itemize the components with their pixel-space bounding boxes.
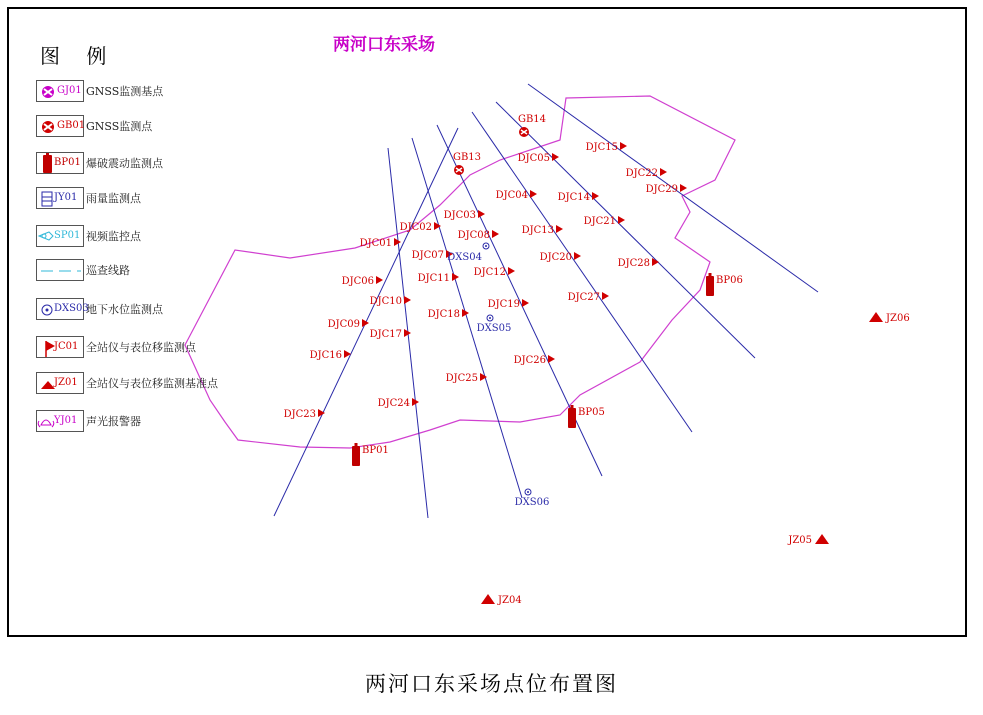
displacement-point-label: DJC07 [411,250,444,261]
patrol-route-icon [37,260,85,282]
legend-code: DXS03 [54,303,89,314]
displacement-point-label: DJC05 [517,153,550,164]
blast-sensor-icon [706,273,714,296]
displacement-point-label: DJC22 [625,168,658,179]
flag-icon [478,210,485,218]
displacement-point-label: DJC25 [445,373,478,384]
legend-swatch [36,410,84,432]
pit-boundary [185,96,735,448]
legend-code: BP01 [54,157,81,168]
gnss-point-label: GB13 [452,152,482,163]
base-point-label: JZ06 [886,313,910,324]
triangle-icon [815,534,829,544]
gnss-point-icon [454,165,464,175]
legend-label: 全站仪与表位移监测基准点 [86,377,218,390]
flag-icon [620,142,627,150]
blast-sensor-label: BP05 [578,407,605,418]
legend-swatch [36,187,84,209]
figure-caption: 两河口东采场点位布置图 [365,672,618,696]
displacement-point-label: DJC12 [473,267,506,278]
legend-swatch [36,80,84,102]
flag-icon [602,292,609,300]
legend-swatch [36,298,89,320]
flag-icon [574,252,581,260]
groundwater-label: DXS05 [476,323,512,334]
flag-icon [362,319,369,327]
triangle-icon [869,312,883,322]
displacement-point-label: DJC01 [359,238,392,249]
gnss-point-label: GB14 [517,114,547,125]
flag-icon [376,276,383,284]
legend-label: 爆破震动监测点 [86,157,163,170]
groundwater-label: DXS06 [514,497,550,508]
legend-label: 地下水位监测点 [86,303,163,316]
displacement-point-label: DJC17 [369,329,402,340]
flag-icon [530,190,537,198]
legend-label: 雨量监测点 [86,192,141,205]
blast-sensor-icon [568,405,576,428]
groundwater-icon [483,243,489,249]
legend-code: GB01 [57,120,86,131]
displacement-point-label: DJC09 [327,319,360,330]
flag-icon [552,153,559,161]
legend-code: YJ01 [54,415,78,426]
legend-code: GJ01 [57,85,82,96]
base-point-label: JZ04 [498,595,522,606]
displacement-point-label: DJC15 [585,142,618,153]
flag-icon [462,309,469,317]
displacement-point-label: DJC26 [513,355,546,366]
displacement-point-label: DJC27 [567,292,600,303]
displacement-point-label: DJC29 [645,184,678,195]
displacement-point-label: DJC04 [495,190,528,201]
flag-icon [492,230,499,238]
displacement-point-label: DJC14 [557,192,590,203]
legend-label: 声光报警器 [86,415,141,428]
displacement-point-label: DJC13 [521,225,554,236]
flag-icon [508,267,515,275]
groundwater-label: DXS04 [447,252,482,263]
map-title: 两河口东采场 [333,35,435,55]
blast-sensor-label: BP06 [716,275,743,286]
legend-swatch [36,336,84,358]
base-point-label: JZ05 [788,535,812,546]
blast-sensor-label: BP01 [362,445,389,456]
displacement-point-label: DJC06 [341,276,374,287]
displacement-point-label: DJC19 [487,299,520,310]
legend-title: 图 例 [40,44,117,68]
flag-icon [680,184,687,192]
legend-label: GNSS监测点 [86,120,153,133]
displacement-point-label: DJC02 [399,222,432,233]
legend-swatch [36,225,84,247]
legend-swatch [36,115,84,137]
flag-icon [660,168,667,176]
groundwater-icon [487,315,493,321]
displacement-point-label: DJC24 [377,398,410,409]
displacement-point-label: DJC21 [583,216,616,227]
displacement-point-label: DJC20 [539,252,572,263]
displacement-point-label: DJC16 [309,350,342,361]
legend-code: JC01 [54,341,79,352]
legend-label: 全站仪与表位移监测点 [86,341,196,354]
legend-code: JY01 [54,192,78,203]
displacement-point-label: DJC28 [617,258,650,269]
displacement-point-label: DJC03 [443,210,476,221]
triangle-icon [481,594,495,604]
flag-icon [404,296,411,304]
displacement-point-label: DJC10 [369,296,402,307]
flag-icon [556,225,563,233]
displacement-point-label: DJC11 [417,273,450,284]
legend-label: 视频监控点 [86,230,141,243]
gnss-point-icon [519,127,529,137]
blast-sensor-icon [352,443,360,466]
legend-code: SP01 [54,230,81,241]
flag-icon [548,355,555,363]
legend-swatch [36,372,84,394]
displacement-point-label: DJC18 [427,309,460,320]
legend-swatch [36,259,84,281]
legend-label: 巡查线路 [86,264,130,277]
legend-swatch [36,152,84,174]
flag-icon [522,299,529,307]
legend-code: JZ01 [54,377,78,388]
flag-icon [618,216,625,224]
displacement-point-label: DJC08 [457,230,490,241]
groundwater-icon [525,489,531,495]
legend-label: GNSS监测基点 [86,85,164,98]
displacement-point-label: DJC23 [283,409,316,420]
flag-icon [592,192,599,200]
